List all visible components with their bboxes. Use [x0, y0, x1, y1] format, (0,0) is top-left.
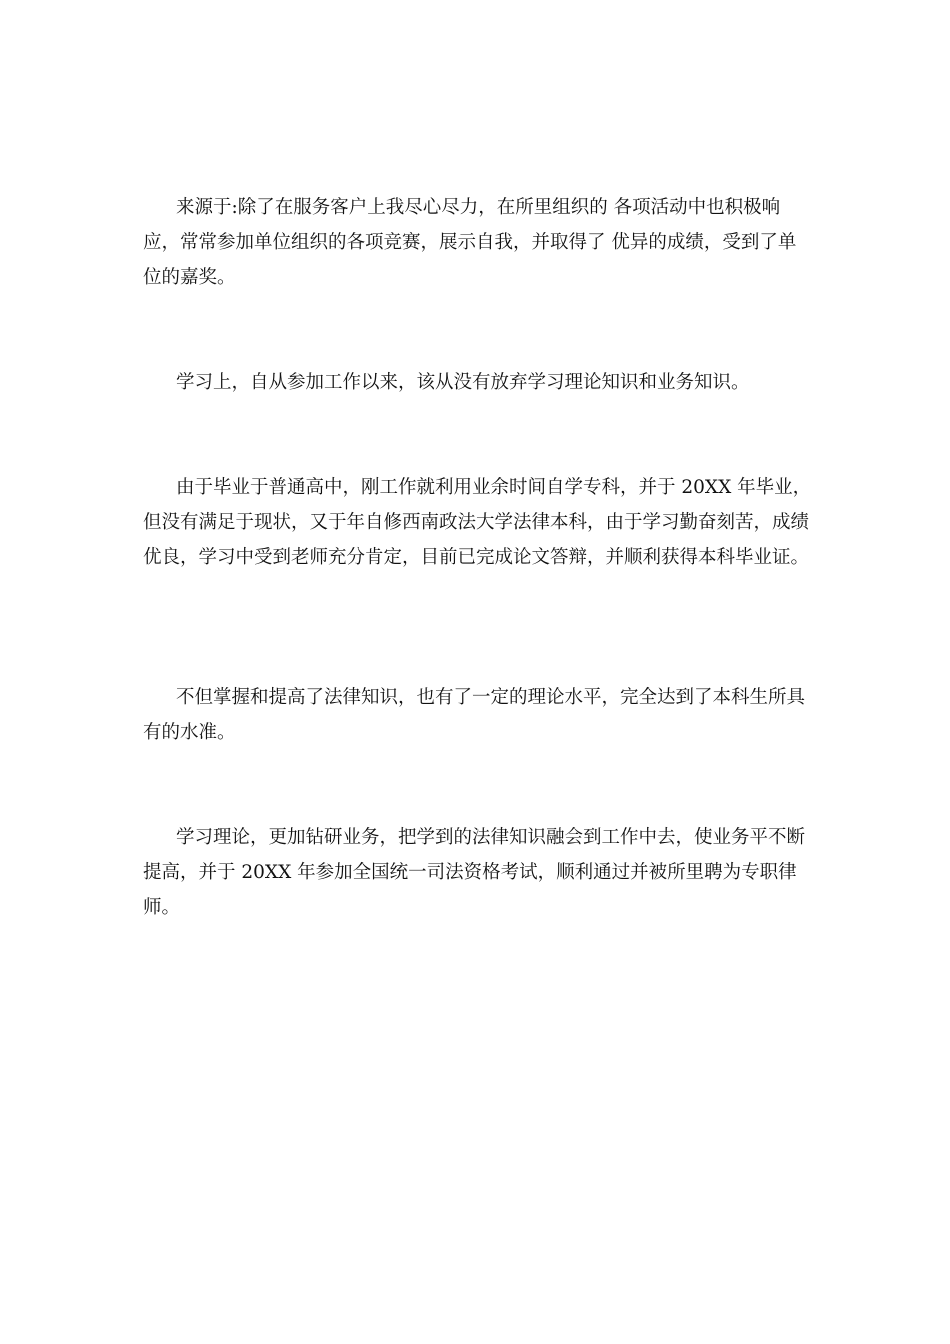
- paragraph-5: 学习理论，更加钻研业务，把学到的法律知识融会到工作中去，使业务平不断提高，并于 20XX 年参加全国统一司法资格考试，顺利通过并被所里聘为专职律师。: [143, 827, 806, 918]
- paragraph-2: 学习上，自从参加工作以来，该从没有放弃学习理论知识和业务知识。: [176, 372, 750, 393]
- paragraph-3: 由于毕业于普通高中，刚工作就利用业余时间自学专科，并于 20XX 年毕业，但没有满足于现状，又于年自修西南政法大学法律本科，由于学习勤奋刻苦，成绩优良，学习中受到老师充分肯定，目前已完成论文答辩，并顺利获得本科毕业证。: [143, 477, 812, 568]
- paragraph-1: 来源于:除了在服务客户上我尽心尽力，在所里组织的 各项活动中也积极响应，常常参加单位组织的各项竞赛，展示自我，并取得了 优异的成绩，受到了单位的嘉奖。: [143, 197, 797, 288]
- paragraph-4: 不但掌握和提高了法律知识，也有了一定的理论水平，完全达到了本科生所具有的水准。: [143, 687, 806, 743]
